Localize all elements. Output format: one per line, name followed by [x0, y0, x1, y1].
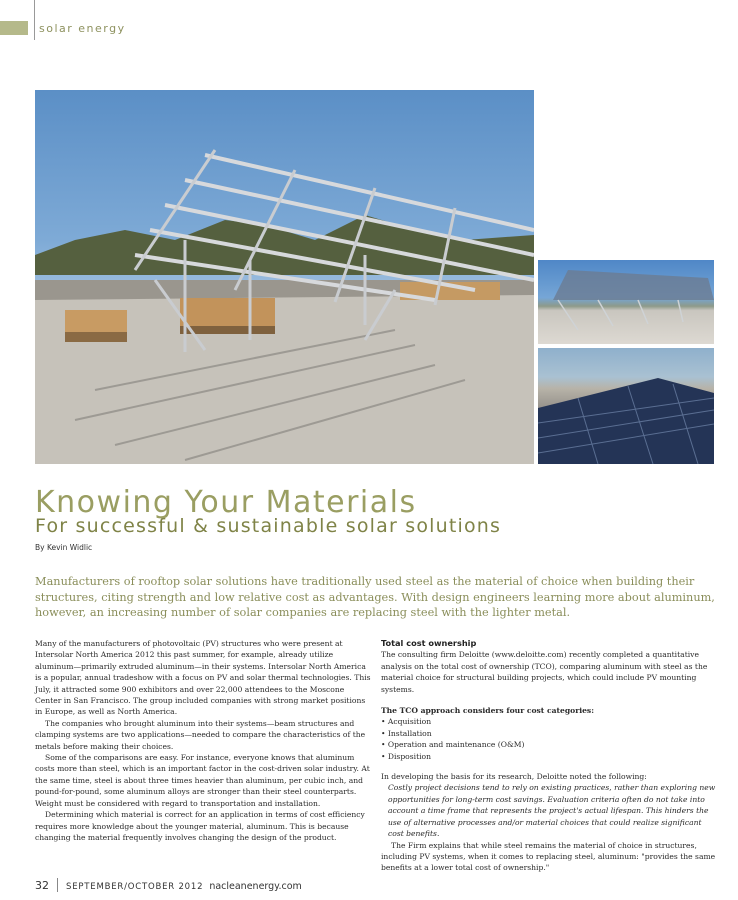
body-paragraph: The companies who brought aluminum into their systems—beam structures and clamping systems are two applications—needed to compare the characteristics of the metals before making their choices. — [35, 718, 366, 751]
body-paragraph: The consulting firm Deloitte (www.deloitte.com) recently completed a quantitative analysis on the total cost of ownership (TCO), comparing aluminum with steel as the material choice for structural building projects, which could include PV mounting systems. — [381, 650, 708, 694]
intro-paragraph: Manufacturers of rooftop solar solutions have traditionally used steel as the material of choice when building their structures, citing strength and low relative cost as advantages. With design engineers learning more about aluminum, however, an increasing number of solar companies are replacing steel with the lighter metal. — [35, 575, 715, 619]
list-item: • Disposition — [381, 751, 717, 762]
body-paragraph: Determining which material is correct for an application in terms of cost efficiency requires more knowledge about the younger material, aluminum. This is because changing the material frequently involves changing the design of the product. — [35, 810, 365, 842]
left-column — [35, 638, 372, 843]
page-number: 32 — [35, 879, 49, 892]
deloitte-quote: Costly project decisions tend to rely on existing practices, rather than exploring new opportunities for long-term cost savings. Evaluation criteria often do not take into account a time frame that represents the project's actual lifespan. This hinders the use of alternative processes and/or material choices that could realize significant cost benefits. — [388, 783, 716, 839]
section-color-bar — [0, 21, 28, 35]
cost-category-list — [381, 716, 717, 762]
list-item: • Acquisition — [381, 716, 717, 727]
section-heading: Total cost ownership — [381, 638, 477, 648]
side-photo-top — [538, 260, 714, 344]
body-paragraph: Many of the manufacturers of photovoltaic (PV) structures who were present at Intersolar North America 2012 this past summer, for example, already utilize aluminum—primarily extruded aluminum—in their systems. Intersolar North America is a popular, annual tradeshow with a focus on PV and solar thermal technologies. This July, it attracted some 900 exhibitors and over 22,000 attendees to the Moscone Center in San Francisco. The group included companies with strong market positions in Europe, as well as North America. — [35, 639, 371, 717]
article-title: Knowing Your Materials — [35, 485, 417, 520]
body-paragraph: The Firm explains that while steel remains the material of choice in structures, including PV systems, when it comes to replacing steel, aluminum: "provides the same benefits at a lower total cost of ownership." — [381, 840, 716, 873]
main-photo — [35, 90, 534, 464]
section-label: solar energy — [39, 22, 126, 35]
subheading: The TCO approach considers four cost categories: — [381, 706, 595, 716]
body-paragraph: In developing the basis for its research, Deloitte noted the following: — [381, 772, 647, 782]
list-item: • Operation and maintenance (O&M) — [381, 739, 717, 750]
issue-date: SEPTEMBER/OCTOBER 2012 — [66, 882, 204, 892]
page-footer — [35, 874, 302, 893]
section-divider — [34, 0, 35, 40]
footer-divider — [57, 878, 58, 892]
website-link[interactable]: nacleanenergy.com — [209, 881, 302, 892]
right-column — [381, 638, 717, 874]
side-photo-bottom — [538, 348, 714, 464]
byline: By Kevin Widlic — [35, 543, 93, 552]
body-paragraph: Some of the comparisons are easy. For instance, everyone knows that aluminum costs more than steel, which is an important factor in the cost-driven solar industry. At the same time, steel is about three times heavier than aluminum, per cubic inch, and pound-for-pound, some aluminum alloys are stronger than their steel counterparts. Weight must be considered with regard to transportation and installation. — [35, 753, 370, 808]
article-subtitle: For successful & sustainable solar solutions — [35, 515, 502, 537]
list-item: • Installation — [381, 728, 717, 739]
